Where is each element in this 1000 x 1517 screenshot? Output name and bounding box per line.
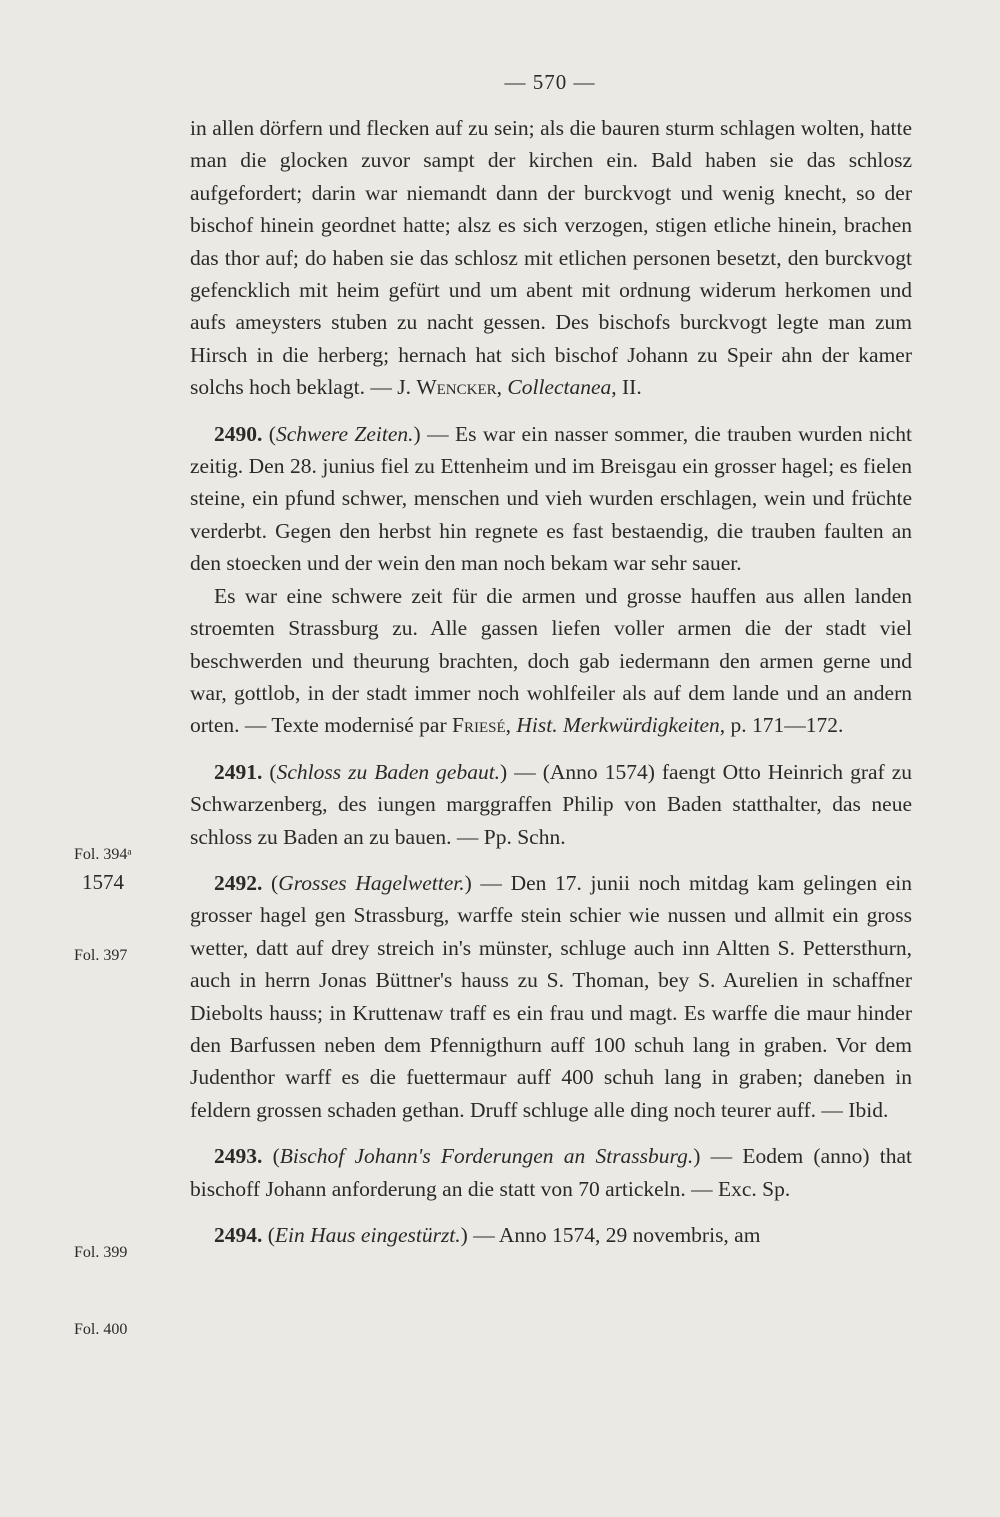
entry-2492: 2492. (Grosses Hagelwetter.) — Den 17. junii noch mitdag kam gelingen ein grosser hagel gen Strassburg, warffe stein schier wie nussen und allmit ein gross wetter, datt auf drey streich in's münster, schluge auch inn Altten S. Pettersthurn, auch in herrn Jonas Büttner's hauss zu S. Thoman, bey S. Aurelien in schaffner Diebolts hauss; in Kruttenaw traff es ein frau und magt. Es warffe die maur hinder den Barfussen neben dem Pfennigthurn auff 100 schuh lang in graben. Vor dem Judenthor warff es die fuettermaur auff 400 schuh lang in graben; daneben in feldern grossen schaden gethan. Druff schluge alle ding noch teurer auff. — Ibid.: [190, 870, 913, 1122]
entry-title: Ein Haus eingestürzt.: [274, 1223, 461, 1247]
margin-note-fol-400: Fol. 400: [74, 1321, 128, 1338]
entry-2494: 2494. (Ein Haus eingestürzt.) — Anno 1574, 29 novembris, am: [214, 1223, 761, 1247]
entry-title: Schwere Zeiten.: [275, 421, 414, 446]
entry-text: — Den 17. junii noch mitdag kam gelingen ein grosser hagel gen Strassburg, warffe stein schier wie nussen und allmit ein gross wetter, datt auf drey streich in's münster, schluge auch inn Altten S. Pettersthurn, auch in herrn Jonas Büttner's hauss zu S. Thoman, bey S. Aurelien in schaffner Diebolts hauss; in Kruttenaw traff es ein frau und magt. Es warffe die maur hinder den Barfussen neben dem Pfennigthurn auff 100 schuh lang in graben. Vor dem Judenthor warff es die fuettermaur auff 400 schuh lang in graben; daneben in feldern grossen schaden gethan. Druff schluge alle ding noch teurer auff. — Ibid.: [190, 870, 913, 1122]
entry-work: Hist. Merkwürdigkeiten: [516, 713, 720, 738]
entry-number: 2491.: [214, 759, 263, 784]
entry-number: 2493.: [214, 1144, 263, 1169]
entry-title: Schloss zu Baden gebaut.: [276, 759, 501, 784]
entry-text: — Anno 1574, 29 novembris, am: [473, 1223, 761, 1247]
entry-2490-paragraph-2: [190, 580, 912, 742]
entry-title: Bischof Johann's Forderungen an Strassburg.: [279, 1144, 694, 1169]
intro-work: Collectanea: [507, 375, 612, 400]
body-text: [190, 112, 912, 1251]
intro-paragraph: [190, 112, 912, 404]
intro-separator: ,: [496, 375, 508, 400]
intro-author: Wencker: [416, 375, 497, 400]
entry-text: — Es war ein nasser sommer, die trauben wurden nicht zeitig. Den 28. junius fiel zu Ettenheim und im Breisgau ein grosser hagel; es fielen steine, ein pfund schwer, menschen und vieh wurden erschlagen, wein und früchte verderbt. Gegen den herbst hin regnete es fast bestaendig, die trauben faulten an den stoecken und der wein den man noch bekam war sehr sauer.: [190, 421, 912, 576]
intro-text: in allen dörfern und flecken auf zu sein; als die bauren sturm schlagen wolten, hatte man die glocken zuvor sampt der kirchen ein. Bald haben sie das schlosz aufgefordert; darin war niemandt dann der burckvogt und wenig knecht, so der bischof hinein geordnet hatte; alsz es sich verzogen, stigen etliche hinein, brachen das thor auf; do haben sie das schlosz mit etlichen personen besetzt, den burckvogt gefencklich mit heim gefürt und um abent mit ordnung widerum herkomen und aufs ameysters stuben zu nacht gessen. Des bischofs burckvogt legte man zum Hirsch in die herberg; hernach hat sich bischof Johann zu Speir ahn der kamer solchs hoch beklagt. — J.: [190, 116, 912, 400]
margin-note-fol-394a: Fol. 394ᵃ: [74, 846, 132, 863]
entry-2491: 2491. (Schloss zu Baden gebaut.) — (Anno 1574) faengt Otto Heinrich graf zu Schwarzenberg, des iungen marggraffen Philip von Baden statthalter, das neue schloss zu Baden an zu bauen. — Pp. Schn.: [190, 759, 912, 849]
intro-end: , II.: [611, 375, 642, 400]
page-number: — 570 —: [504, 70, 596, 94]
margin-note-fol-397: Fol. 397: [74, 947, 128, 964]
margin-year-1574: 1574: [82, 870, 124, 894]
entry-number: 2494.: [214, 1223, 263, 1247]
margin-note-fol-399: Fol. 399: [74, 1244, 128, 1261]
entry-title: Grosses Hagelwetter.: [278, 870, 465, 895]
entry-text: — Eodem (anno) that bischoff Johann anforderung an die statt von 70 artickeln. — Exc. Sp.: [190, 1144, 912, 1201]
entry-number: 2492.: [214, 870, 263, 895]
entry-number: 2490.: [214, 421, 263, 446]
entry-end: , p. 171—172.: [719, 713, 844, 738]
entry-author: Friesé: [452, 713, 506, 738]
entry-2490: 2490. (Schwere Zeiten.) — Es war ein nasser sommer, die trauben wurden nicht zeitig. Den 28. junius fiel zu Ettenheim und im Breisgau ein grosser hagel; es fielen steine, ein pfund schwer, menschen und vieh wurden erschlagen, wein und früchte verderbt. Gegen den herbst hin regnete es fast bestaendig, die trauben faulten an den stoecken und der wein den man noch bekam war sehr sauer.: [190, 421, 912, 576]
entry-text: — (Anno 1574) faengt Otto Heinrich graf zu Schwarzenberg, des iungen marggraffen Philip von Baden statthalter, das neue schloss zu Baden an zu bauen. — Pp. Schn.: [190, 759, 912, 849]
entry-text: Es war eine schwere zeit für die armen und grosse hauffen aus allen landen stroemten Strassburg zu. Alle gassen liefen voller armen die der stadt viel beschwerden und theurung brachten, doch gab iedermann den armen gerne und war, gottlob, in der stadt immer noch wohlfeiler als auf dem lande und an andern orten. — Texte modernisé par: [190, 583, 912, 738]
entry-2493: 2493. (Bischof Johann's Forderungen an Strassburg.) — Eodem (anno) that bischoff Johann anforderung an die statt von 70 artickeln. — Exc. Sp.: [190, 1144, 912, 1201]
entry-separator: ,: [505, 713, 517, 738]
